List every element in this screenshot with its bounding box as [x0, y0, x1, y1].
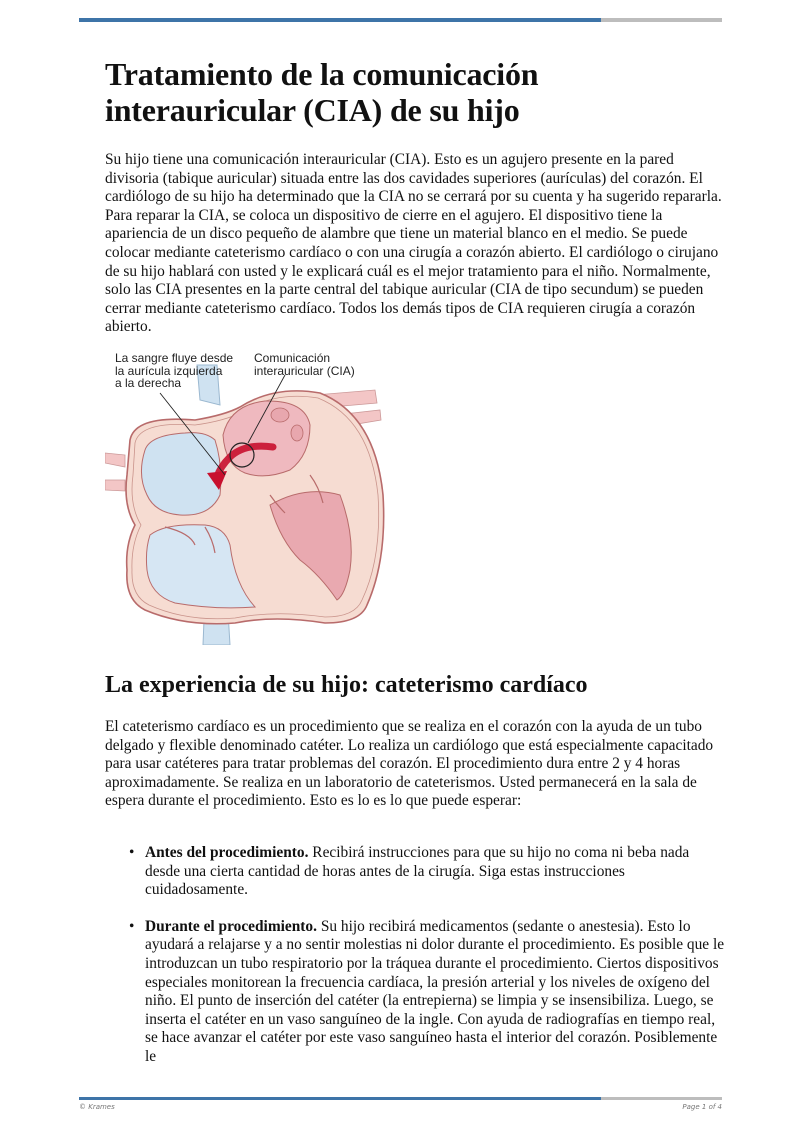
figure-label-blood-flow: La sangre fluye desde la aurícula izquierda a la derecha: [115, 351, 234, 390]
list-item-lead: Antes del procedimiento.: [145, 844, 309, 861]
footer-page-number: Page 1 of 4: [682, 1103, 722, 1111]
bullet-icon: •: [129, 844, 135, 861]
list-item-text: Su hijo recibirá medicamentos (sedante o anestesia). Esto lo ayudará a relajarse y a no sentir molestias ni dolor durante el procedimiento. Es posible que le introduzcan un tubo respiratorio por la tráquea durante el procedimiento. Ciertos dispositivos especiales monitorean la frecuencia cardíaca, la presión arterial y los niveles de oxígeno del niño. El punto de inserción del catéter (la entrepierna) se limpia y se insensibiliza. Luego, se inserta el catéter en un vaso sanguíneo de la ingle. Con ayuda de radiografías en tiempo real, se hace avanzar el catéter por este vaso sanguíneo hasta el interior del corazón. Posiblemente le: [145, 917, 725, 1065]
figure-label-cia: Comunicación interauricular (CIA): [254, 351, 355, 378]
procedure-list: [126, 844, 726, 1085]
header-rule-blue: [79, 18, 601, 22]
header-rule: [79, 18, 722, 22]
list-item-during: [126, 918, 726, 1067]
section-paragraph: El cateterismo cardíaco es un procedimiento que se realiza en el corazón con la ayuda de un tubo delgado y flexible denominado catéter. Lo realiza un cardiólogo que está especialmente capacitado para usar catéteres para tratar problemas del corazón. El procedimiento dura entre 2 y 4 horas aproximadamente. Se realiza en un laboratorio de cateterismos. Usted permanecerá en la sala de espera durante el procedimiento. Esto es lo es lo que puede esperar:: [105, 718, 714, 810]
footer-rule-grey: [601, 1097, 722, 1100]
page-title: Tratamiento de la comunicación interauricular (CIA) de su hijo: [105, 56, 539, 128]
footer-copyright: © Krames: [79, 1103, 115, 1111]
heart-diagram-icon: [105, 345, 390, 645]
list-item-lead: Durante el procedimiento.: [145, 917, 317, 935]
heart-illustration: [105, 345, 390, 645]
header-rule-grey: [601, 18, 722, 22]
bullet-icon: •: [129, 917, 135, 935]
intro-paragraph: Su hijo tiene una comunicación interauricular (CIA). Esto es un agujero presente en la pared divisoria (tabique auricular) situada entre las dos cavidades superiores (aurículas) del corazón. El cardiólogo de su hijo ha determinado que la CIA no se cerrará por su cuenta y ha sugerido repararla. Para reparar la CIA, se coloca un dispositivo de cierre en el agujero. El dispositivo tiene la apariencia de un disco pequeño de alambre que tiene un material blanco en el medio. Se puede colocar mediante cateterismo cardíaco o con una cirugía a corazón abierto. El cardiólogo o cirujano de su hijo hablará con usted y le explicará cuál es el mejor tratamiento para el niño. Normalmente, solo las CIA presentes en la parte central del tabique auricular (CIA de tipo secundum) se pueden cerrar mediante cateterismo cardíaco. Todos los demás tipos de CIA requieren cirugía a corazón abierto.: [105, 151, 722, 336]
list-item-before: [126, 844, 726, 900]
footer-rule: [79, 1097, 722, 1100]
list-item-text: Recibirá instrucciones para que su hijo no coma ni beba nada desde una cierta cantidad de horas antes de la cirugía. Siga estas instrucciones cuidadosamente.: [145, 844, 690, 899]
footer-rule-blue: [79, 1097, 601, 1100]
section-heading: La experiencia de su hijo: cateterismo cardíaco: [105, 672, 588, 698]
